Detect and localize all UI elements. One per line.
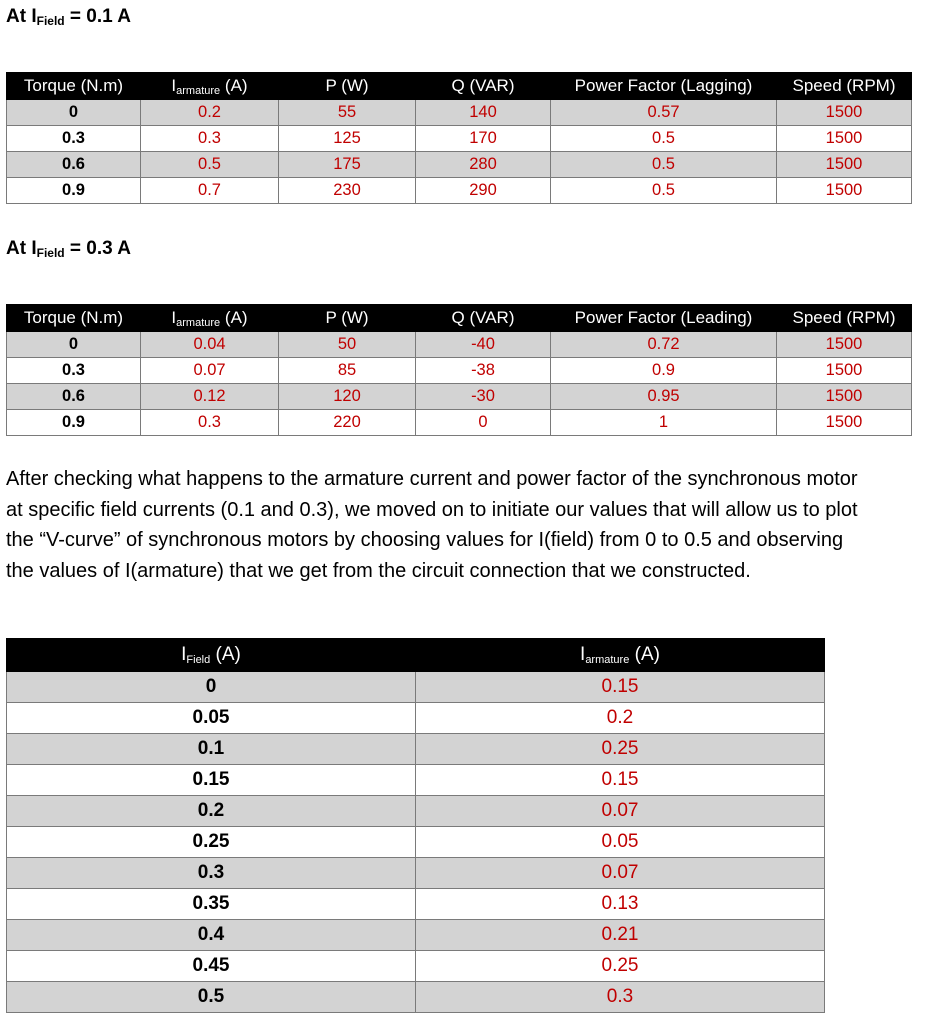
cell-real-power: 50: [279, 332, 416, 358]
header-real-power: P (W): [279, 305, 416, 332]
header-speed: Speed (RPM): [777, 73, 912, 100]
header-real-power: P (W): [279, 73, 416, 100]
cell-real-power: 220: [279, 410, 416, 436]
header-speed: Speed (RPM): [777, 305, 912, 332]
cell-reactive-power: -38: [416, 358, 551, 384]
cell-real-power: 120: [279, 384, 416, 410]
cell-speed: 1500: [777, 178, 912, 204]
header-text: (A): [220, 75, 248, 95]
table-field-0-1: [6, 72, 912, 204]
cell-torque: 0: [7, 332, 141, 358]
header-subscript: Field: [186, 654, 211, 666]
table-row: [7, 982, 825, 1013]
table-row: [7, 889, 825, 920]
cell-reactive-power: 140: [416, 100, 551, 126]
cell-armature-current: 0.2: [416, 703, 825, 734]
cell-reactive-power: 290: [416, 178, 551, 204]
cell-field-current: 0.5: [7, 982, 416, 1013]
table-field-0-3: [6, 304, 912, 436]
header-subscript: armature: [176, 316, 221, 329]
section-heading-field-0-3: [6, 238, 131, 264]
cell-real-power: 55: [279, 100, 416, 126]
cell-speed: 1500: [777, 100, 912, 126]
header-text: (A): [629, 644, 660, 665]
table-row: [7, 410, 912, 436]
cell-speed: 1500: [777, 126, 912, 152]
cell-armature-current: 0.3: [416, 982, 825, 1013]
heading-text: = 0.1 A: [64, 6, 131, 27]
cell-field-current: 0.1: [7, 734, 416, 765]
table-header-row: [7, 305, 912, 332]
cell-field-current: 0.15: [7, 765, 416, 796]
cell-power-factor: 0.95: [551, 384, 777, 410]
header-field-current: [7, 639, 416, 672]
cell-torque: 0.6: [7, 152, 141, 178]
header-armature-current: [141, 305, 279, 332]
heading-text: = 0.3 A: [64, 238, 131, 259]
cell-speed: 1500: [777, 332, 912, 358]
header-subscript: armature: [585, 654, 630, 666]
header-text: I: [171, 75, 177, 95]
cell-armature-current: 0.15: [416, 765, 825, 796]
table-row: [7, 858, 825, 889]
cell-torque: 0: [7, 100, 141, 126]
cell-reactive-power: 280: [416, 152, 551, 178]
header-reactive-power: Q (VAR): [416, 305, 551, 332]
cell-armature-current: 0.25: [416, 734, 825, 765]
header-text: (A): [220, 307, 248, 327]
table-row: [7, 703, 825, 734]
header-torque: Torque (N.m): [7, 305, 141, 332]
cell-power-factor: 1: [551, 410, 777, 436]
table-header-row: [7, 639, 825, 672]
body-paragraph: After checking what happens to the armature current and power factor of the synchronous motor at specific field currents (0.1 and 0.3), we moved on to initiate our values that will allow us to plot the “V-curve” of synchronous motors by choosing values for I(field) from 0 to 0.5 and observing the values of I(armature) that we get from the circuit connection that we constructed.: [6, 468, 858, 582]
table-row: [7, 178, 912, 204]
cell-reactive-power: 0: [416, 410, 551, 436]
header-subscript: armature: [176, 84, 221, 97]
cell-armature-current: 0.5: [141, 152, 279, 178]
cell-power-factor: 0.5: [551, 152, 777, 178]
table-row: [7, 384, 912, 410]
table-row: [7, 827, 825, 858]
cell-power-factor: 0.5: [551, 178, 777, 204]
cell-torque: 0.3: [7, 358, 141, 384]
table-row: [7, 152, 912, 178]
table-row: [7, 796, 825, 827]
cell-field-current: 0: [7, 672, 416, 703]
cell-torque: 0.9: [7, 410, 141, 436]
header-text: I: [181, 644, 187, 665]
cell-reactive-power: 170: [416, 126, 551, 152]
cell-power-factor: 0.57: [551, 100, 777, 126]
cell-reactive-power: -40: [416, 332, 551, 358]
cell-armature-current: 0.07: [416, 796, 825, 827]
table-row: [7, 920, 825, 951]
cell-real-power: 230: [279, 178, 416, 204]
table-row: [7, 358, 912, 384]
table-row: [7, 100, 912, 126]
cell-speed: 1500: [777, 152, 912, 178]
header-text: I: [171, 307, 177, 327]
table-row: [7, 951, 825, 982]
table-row: [7, 734, 825, 765]
cell-power-factor: 0.9: [551, 358, 777, 384]
cell-real-power: 125: [279, 126, 416, 152]
cell-armature-current: 0.7: [141, 178, 279, 204]
table-row: [7, 765, 825, 796]
cell-field-current: 0.2: [7, 796, 416, 827]
cell-armature-current: 0.3: [141, 410, 279, 436]
cell-armature-current: 0.12: [141, 384, 279, 410]
header-torque: Torque (N.m): [7, 73, 141, 100]
cell-torque: 0.3: [7, 126, 141, 152]
cell-field-current: 0.35: [7, 889, 416, 920]
cell-field-current: 0.05: [7, 703, 416, 734]
cell-field-current: 0.25: [7, 827, 416, 858]
table-v-curve: [6, 638, 825, 1013]
cell-armature-current: 0.07: [141, 358, 279, 384]
cell-armature-current: 0.07: [416, 858, 825, 889]
heading-subscript: Field: [36, 246, 65, 260]
header-armature-current: [416, 639, 825, 672]
heading-text: At I: [6, 238, 37, 259]
cell-field-current: 0.45: [7, 951, 416, 982]
table-header-row: [7, 73, 912, 100]
table-row: [7, 126, 912, 152]
heading-subscript: Field: [36, 14, 65, 28]
cell-speed: 1500: [777, 384, 912, 410]
header-text: (A): [210, 644, 241, 665]
cell-field-current: 0.4: [7, 920, 416, 951]
cell-armature-current: 0.04: [141, 332, 279, 358]
section-heading-field-0-1: [6, 6, 131, 32]
cell-speed: 1500: [777, 358, 912, 384]
cell-torque: 0.6: [7, 384, 141, 410]
cell-torque: 0.9: [7, 178, 141, 204]
cell-armature-current: 0.21: [416, 920, 825, 951]
header-power-factor: Power Factor (Leading): [551, 305, 777, 332]
header-text: I: [580, 644, 586, 665]
cell-real-power: 175: [279, 152, 416, 178]
table-row: [7, 672, 825, 703]
header-reactive-power: Q (VAR): [416, 73, 551, 100]
cell-speed: 1500: [777, 410, 912, 436]
heading-text: At I: [6, 6, 37, 27]
cell-reactive-power: -30: [416, 384, 551, 410]
cell-real-power: 85: [279, 358, 416, 384]
table-row: [7, 332, 912, 358]
cell-power-factor: 0.5: [551, 126, 777, 152]
cell-power-factor: 0.72: [551, 332, 777, 358]
cell-armature-current: 0.13: [416, 889, 825, 920]
cell-armature-current: 0.3: [141, 126, 279, 152]
cell-armature-current: 0.15: [416, 672, 825, 703]
cell-field-current: 0.3: [7, 858, 416, 889]
cell-armature-current: 0.25: [416, 951, 825, 982]
cell-armature-current: 0.05: [416, 827, 825, 858]
header-armature-current: [141, 73, 279, 100]
header-power-factor: Power Factor (Lagging): [551, 73, 777, 100]
cell-armature-current: 0.2: [141, 100, 279, 126]
